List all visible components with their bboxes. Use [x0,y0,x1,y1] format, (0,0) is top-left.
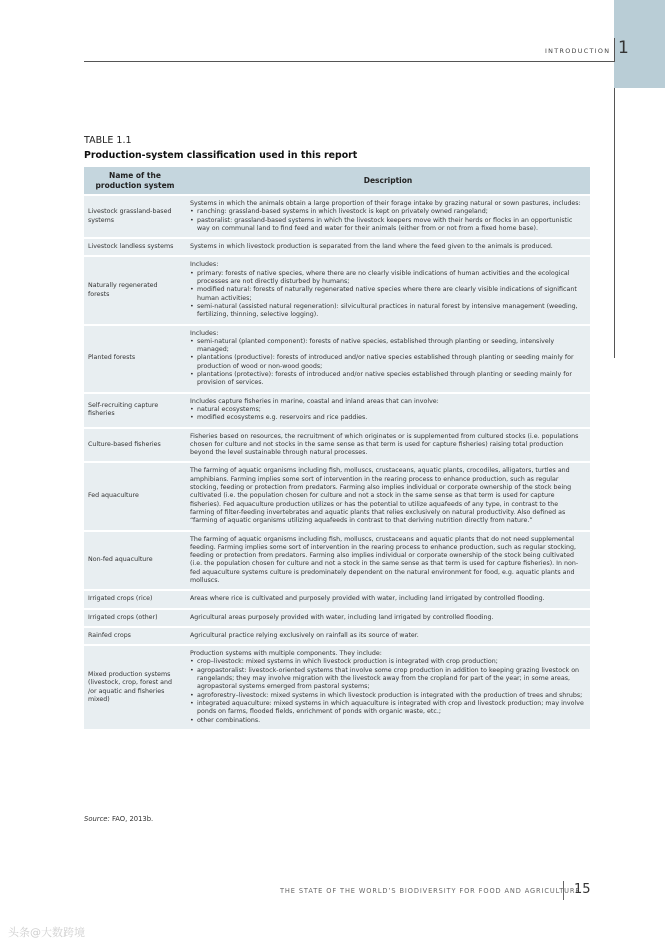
production-system-name: Irrigated crops (other) [84,609,186,627]
column-header-name: Name of the production system [84,167,186,195]
production-system-description [186,462,590,530]
production-system-description [186,256,590,324]
description-text: Includes capture fisheries in marine, coastal and inland areas that can involve: [190,397,439,405]
production-system-name: Fed aquaculture [84,462,186,530]
description-text: Includes: [190,329,219,337]
table-row [84,627,590,645]
description-bullet-list [190,270,584,320]
production-system-description [186,590,590,608]
description-text: Systems in which the animals obtain a large proportion of their forage intake by grazing natural or sown pastures, includes: [190,200,581,207]
description-bullet: • natural ecosystems; [190,406,584,414]
table-row [84,609,590,627]
description-bullet: • agroforestry–livestock: mixed systems in which livestock production is integrated with the production of trees and shrubs; [190,692,584,700]
table-row [84,195,590,238]
production-system-name: Planted forests [84,325,186,393]
table-source [84,815,153,823]
description-bullet-list [190,658,584,724]
table-body [84,195,590,729]
description-text: The farming of aquatic organisms including fish, molluscs, crustaceans, aquatic plants, crocodiles, alligators, turtles and amphibians. Farming implies some sort of intervention in the rearing process to enhance production, such as regular stocking, feeding or protection from predators. Farming also implies individual or corporate ownership of the stock being cultivated (i.e. the population chosen for culture and not a stock in the same sense as that term is used for capture fisheries). Fed aquaculture production utilizes or has the potential to utilize aquafeeds of any type, in contrast to the farming of filter-feeding invertebrates and aquatic plants that relies exclusively on natural productivity. Also defined as “farming of aquatic organisms utilizing aquafeeds in contrast to that deriving nutrition directly from nature.” [190,467,572,525]
production-system-name: Rainfed crops [84,627,186,645]
production-system-name: Naturally regenerated forests [84,256,186,324]
description-bullet: • integrated aquaculture: mixed systems in which aquaculture is integrated with crop and livestock production; may involve ponds on farms, flooded fields, enrichment of ponds with organic waste, etc.; [190,700,584,717]
production-system-table [84,167,590,729]
description-bullet-list [190,338,584,388]
production-system-description [186,428,590,463]
chapter-number: 1 [618,38,629,58]
production-system-description [186,627,590,645]
source-text: FAO, 2013b. [109,815,154,823]
footer-report-title: THE STATE OF THE WORLD’S BIODIVERSITY FOR FOOD AND AGRICULTURE [280,887,581,895]
table-header-row [84,167,590,195]
description-bullet: • semi-natural (planted component): forests of native species, established through planting or seeding, intensively managed; [190,338,584,355]
table-label: TABLE 1.1 [84,135,132,146]
production-system-name: Self-recruiting capture fisheries [84,393,186,428]
table-row [84,531,590,591]
description-bullet: • primary: forests of native species, where there are no clearly visible indications of human activities and the ecological processes are not directly disturbed by humans; [190,270,584,287]
table-row [84,645,590,729]
margin-rule [614,88,615,358]
column-header-description: Description [186,167,590,195]
table-row [84,462,590,530]
description-text: Includes: [190,261,219,269]
description-bullet-list [190,406,584,423]
production-system-description [186,195,590,238]
footer-divider [563,881,564,900]
table-row [84,590,590,608]
table-title: Production-system classification used in this report [84,150,358,161]
running-header-section: INTRODUCTION [545,47,611,55]
description-text: Agricultural areas purposely provided with water, including land irrigated by controlled flooding. [190,613,494,621]
production-system-name: Livestock landless systems [84,238,186,256]
table-row [84,238,590,256]
description-bullet: • other combinations. [190,717,584,725]
description-text: Fisheries based on resources, the recruitment of which originates or is supplemented from cultured stocks (i.e. populations chosen for culture and not stocks in the same sense as that term is used for capture fisheries) raising total production beyond the level sustainable through natural processes. [190,432,579,457]
page-number: 15 [574,882,591,897]
description-text: Systems in which livestock production is separated from the land where the feed given to the animals is produced. [190,243,553,251]
description-bullet: • plantations (productive): forests of introduced and/or native species established through planting or seeding mainly for production of wood or non-wood goods; [190,354,584,371]
description-text: The farming of aquatic organisms including fish, molluscs, crustaceans and aquatic plants that do not need supplemental feeding. Farming implies some sort of intervention in the rearing process to enhance production, such as regular stocking, feeding or protection from predators. Farming also implies individual or corporate ownership of the stock being cultivated (i.e. the population chosen for culture and not a stock in the same sense as that term is used for capture fisheries). In non-fed aquaculture systems culture is predominately dependent on the natural environment for food, e.g. aquatic plants and molluscs. [190,535,579,584]
production-system-description [186,645,590,729]
table-row [84,325,590,393]
production-system-description [186,238,590,256]
table-row [84,256,590,324]
production-system-description [186,393,590,428]
description-bullet: • semi-natural (assisted natural regeneration): silvicultural practices in natural forest by intensive management (weeding, fertilizing, thinning, selective logging). [190,303,584,320]
production-system-name: Irrigated crops (rice) [84,590,186,608]
production-system-description [186,325,590,393]
description-bullet: • modified ecosystems e.g. reservoirs and rice paddies. [190,414,584,422]
description-bullet: • pastoralist: grassland-based systems in which the livestock keepers move with their herds or flocks in an opportunistic way on communal land to find feed and water for their animals (either from or not from a fixed home base). [190,217,584,234]
production-system-name: Mixed production systems (livestock, crop, forest and /or aquatic and fisheries mixed) [84,645,186,729]
production-system-name: Culture-based fisheries [84,428,186,463]
description-bullet-list [190,208,584,233]
description-bullet: • agropastoralist: livestock-oriented systems that involve some crop production in addition to keeping grazing livestock on rangelands; they may involve migration with the livestock away from the cropland for part of the year; in some areas, agropastoral systems emerged from pastoral systems; [190,667,584,692]
description-bullet: • plantations (protective): forests of introduced and/or native species established through planting or seeding mainly for provision of services. [190,371,584,388]
production-system-name: Livestock grassland-based systems [84,195,186,238]
description-bullet: • crop–livestock: mixed systems in which livestock production is integrated with crop production; [190,658,584,666]
table-row [84,393,590,428]
production-system-description [186,531,590,591]
description-text: Production systems with multiple components. They include: [190,650,382,658]
watermark-text: 头条@大数跨境 [8,926,85,939]
header-divider [614,38,615,62]
production-system-description [186,609,590,627]
description-text: Agricultural practice relying exclusively on rainfall as its source of water. [190,631,419,639]
header-rule [84,61,614,62]
source-label: Source: [84,815,110,823]
description-text: Areas where rice is cultivated and purposely provided with water, including land irrigated by controlled flooding. [190,595,545,603]
description-bullet: • ranching: grassland-based systems in which livestock is kept on privately owned rangeland; [190,208,584,216]
table-row [84,428,590,463]
description-bullet: • modified natural: forests of naturally regenerated native species where there are clearly visible indications of significant human activities; [190,286,584,303]
production-system-name: Non-fed aquaculture [84,531,186,591]
